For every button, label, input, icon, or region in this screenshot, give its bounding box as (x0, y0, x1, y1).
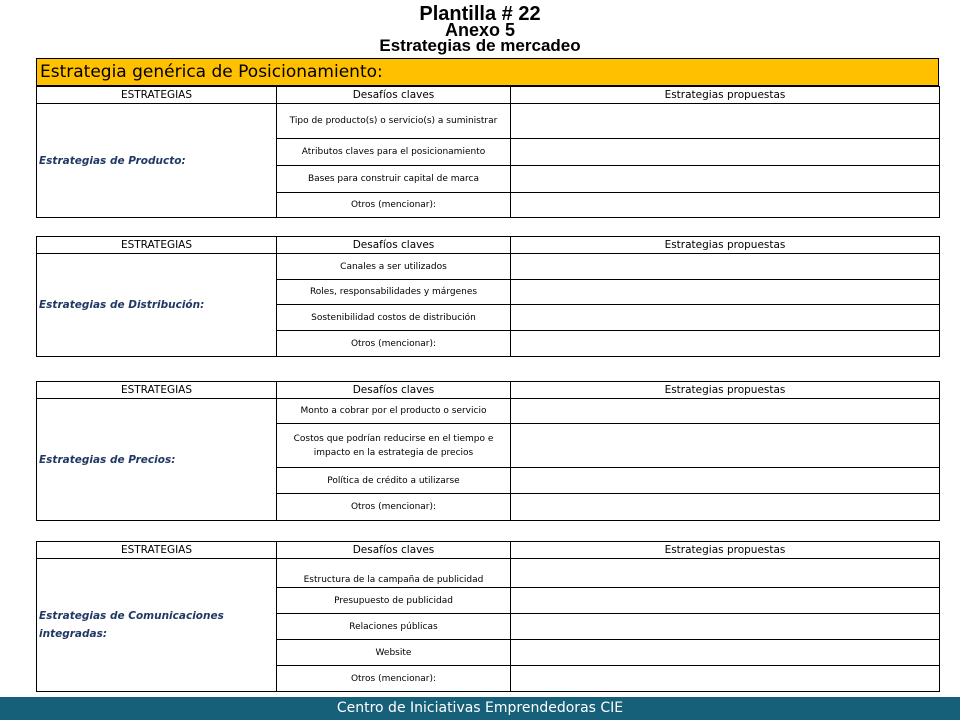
table-header-row (37, 542, 940, 559)
challenge-cell: Presupuesto de publicidad (277, 588, 511, 614)
table-row (37, 559, 940, 588)
table-row (37, 254, 940, 280)
strategy-label-product: Estrategias de Producto: (37, 104, 277, 218)
challenge-cell: Website (277, 640, 511, 666)
header-challenges: Desafíos claves (277, 542, 511, 559)
proposal-cell[interactable] (511, 254, 940, 280)
table-header-row (37, 237, 940, 254)
strategy-label-pricing: Estrategias de Precios: (37, 399, 277, 521)
strategy-label-distribution: Estrategias de Distribución: (37, 254, 277, 357)
annex-label: Anexo 5 (444, 20, 516, 40)
proposal-cell[interactable] (511, 166, 940, 193)
proposal-cell[interactable] (511, 640, 940, 666)
pricing-strategy-table (36, 381, 940, 521)
challenge-cell: Otros (mencionar): (277, 666, 511, 692)
challenge-cell: Canales a ser utilizados (277, 254, 511, 280)
proposal-cell[interactable] (511, 588, 940, 614)
header-strategies: ESTRATEGIAS (37, 542, 277, 559)
header-proposals: Estrategias propuestas (511, 87, 940, 104)
header-challenges: Desafíos claves (277, 237, 511, 254)
page-subtitle: Estrategias de mercadeo (379, 36, 581, 55)
header-proposals: Estrategias propuestas (511, 382, 940, 399)
footer-bar: Centro de Iniciativas Emprendedoras CIE (0, 697, 960, 720)
proposal-cell[interactable] (511, 193, 940, 218)
proposal-cell[interactable] (511, 614, 940, 640)
header-strategies: ESTRATEGIAS (37, 382, 277, 399)
header-strategies: ESTRATEGIAS (37, 237, 277, 254)
proposal-cell[interactable] (511, 559, 940, 588)
challenge-cell: Sostenibilidad costos de distribución (277, 305, 511, 331)
proposal-cell[interactable] (511, 399, 940, 424)
challenge-cell: Otros (mencionar): (277, 331, 511, 357)
challenge-cell: Tipo de producto(s) o servicio(s) a suministrar (277, 104, 511, 139)
table-row (37, 104, 940, 139)
challenge-cell: Bases para construir capital de marca (277, 166, 511, 193)
distribution-strategy-table (36, 236, 940, 357)
strategy-label-communications: Estrategias de Comunicaciones integradas: (37, 559, 277, 692)
challenge-cell: Monto a cobrar por el producto o servicio (277, 399, 511, 424)
challenge-cell: Roles, responsabilidades y márgenes (277, 280, 511, 305)
proposal-cell[interactable] (511, 305, 940, 331)
proposal-cell[interactable] (511, 666, 940, 692)
challenge-cell: Otros (mencionar): (277, 494, 511, 521)
proposal-cell[interactable] (511, 424, 940, 468)
proposal-cell[interactable] (511, 280, 940, 305)
product-strategy-table (36, 86, 940, 218)
header-proposals: Estrategias propuestas (511, 237, 940, 254)
header-challenges: Desafíos claves (277, 382, 511, 399)
communications-strategy-table (36, 541, 940, 692)
header-proposals: Estrategias propuestas (511, 542, 940, 559)
challenge-cell: Estructura de la campaña de publicidad (277, 559, 511, 588)
challenge-cell: Política de crédito a utilizarse (277, 468, 511, 494)
proposal-cell[interactable] (511, 494, 940, 521)
challenge-cell: Otros (mencionar): (277, 193, 511, 218)
table-row (37, 399, 940, 424)
positioning-strategy-band: Estrategia genérica de Posicionamiento: (36, 58, 939, 86)
challenge-cell: Atributos claves para el posicionamiento (277, 139, 511, 166)
table-header-row (37, 382, 940, 399)
challenge-cell: Relaciones públicas (277, 614, 511, 640)
page-title: Plantilla # 22 (419, 3, 541, 25)
challenge-cell: Costos que podrían reducirse en el tiempo e impacto en la estrategia de precios (277, 424, 511, 468)
proposal-cell[interactable] (511, 104, 940, 139)
header-strategies: ESTRATEGIAS (37, 87, 277, 104)
proposal-cell[interactable] (511, 468, 940, 494)
header-challenges: Desafíos claves (277, 87, 511, 104)
proposal-cell[interactable] (511, 331, 940, 357)
proposal-cell[interactable] (511, 139, 940, 166)
table-header-row (37, 87, 940, 104)
